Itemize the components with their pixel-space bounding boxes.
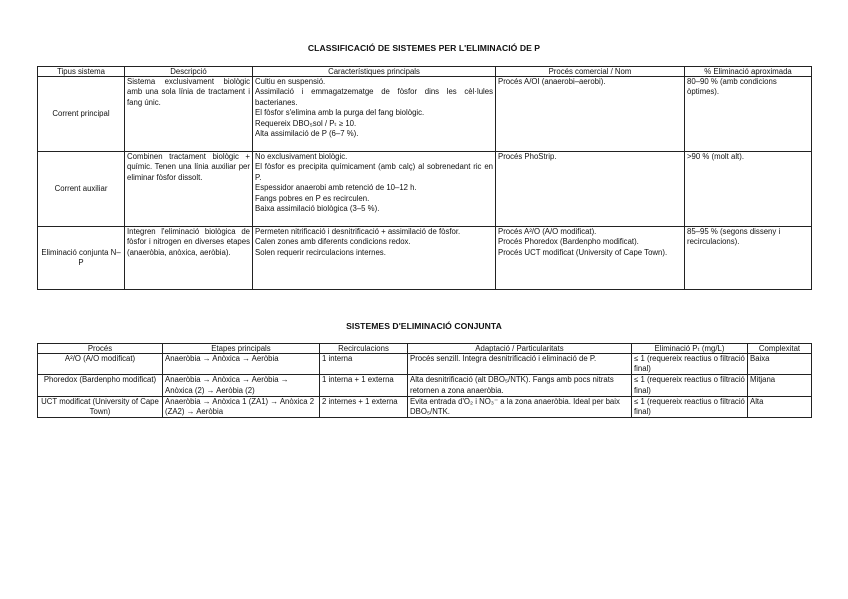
stages-cell: Anaeròbia → Anòxica → Aeròbia <box>163 354 320 375</box>
table-row <box>38 152 812 227</box>
features-cell <box>253 227 496 290</box>
features-cell <box>253 152 496 227</box>
description-cell: Integren l'eliminació biològica de fòsfor i nitrogen en diverses etapes (anaeròbia, anòxica, aeròbia). <box>125 227 253 290</box>
document-title: CLASSIFICACIÓ DE SISTEMES PER L'ELIMINACIÓ DE P <box>307 43 541 53</box>
table-row <box>38 77 812 152</box>
feature-line: Requereix DBO₅sol / Pₜ ≥ 10. <box>255 118 357 128</box>
header-cell: Procés comercial / Nom <box>496 67 685 77</box>
complexity-cell: Baixa <box>748 354 812 375</box>
removal-cell: ≤ 1 (requereix reactius o filtració final) <box>632 354 748 375</box>
recirculation-cell: 2 internes + 1 externa <box>320 396 408 417</box>
process-name-cell: Phoredox (Bardenpho modificat) <box>38 375 163 396</box>
system-type-cell: Corrent auxiliar <box>38 152 125 227</box>
table-header-row <box>38 344 812 354</box>
header-cell: Característiques principals <box>253 67 496 77</box>
adaptation-cell: Alta desnitrificació (alt DBO₅/NTK). Fangs amb pocs nitrats retornen a zona anaeròbia. <box>408 375 632 396</box>
removal-cell: ≤ 1 (requereix reactius o filtració final) <box>632 396 748 417</box>
table-row <box>38 354 812 375</box>
feature-line: El fòsfor es precipita químicament (amb calç) al sobrenedant ric en P. <box>255 162 493 182</box>
process-line: Procés A/OI (anaerobi–aerobi). <box>498 77 606 86</box>
features-cell <box>253 77 496 152</box>
complexity-cell: Mitjana <box>748 375 812 396</box>
feature-line: Cultiu en suspensió. <box>255 77 326 86</box>
table-row <box>38 227 812 290</box>
process-line: Procés UCT modificat (University of Cape Town). <box>498 247 668 257</box>
description-cell: Combinen tractament biològic + químic. Tenen una línia auxiliar per eliminar fòsfor dissolt. <box>125 152 253 227</box>
header-cell: Procés <box>38 344 163 354</box>
stages-cell: Anaeròbia → Anòxica → Aeròbia → Anòxica (2) → Aeròbia (2) <box>163 375 320 396</box>
complexity-cell: Alta <box>748 396 812 417</box>
system-type-cell: Eliminació conjunta N–P <box>38 227 125 290</box>
removal-cell: 80–90 % (amb condicions òptimes). <box>685 77 812 152</box>
process-line: Procés A²/O (A/O modificat). <box>498 227 597 236</box>
header-cell: Etapes principals <box>163 344 320 354</box>
table-row <box>38 375 812 396</box>
process-cell <box>496 77 685 152</box>
feature-line: Permeten nitrificació i desnitrificació + assimilació de fòsfor. <box>255 227 461 236</box>
process-line: Procés PhoStrip. <box>498 152 557 161</box>
header-cell: Descripció <box>125 67 253 77</box>
header-cell: Recirculacions <box>320 344 408 354</box>
table-row <box>38 396 812 417</box>
system-type-cell: Corrent principal <box>38 77 125 152</box>
header-cell: % Eliminació aproximada <box>685 67 812 77</box>
recirculation-cell: 1 interna + 1 externa <box>320 375 408 396</box>
feature-line: Assimilació i emmagatzematge de fòsfor dins les cèl·lules bacterianes. <box>255 87 493 107</box>
removal-cell: 85–95 % (segons disseny i recirculacions). <box>685 227 812 290</box>
header-cell: Eliminació Pₜ (mg/L) <box>632 344 748 354</box>
feature-line: Calen zones amb diferents condicions redox. <box>255 237 411 247</box>
process-name-cell: A²/O (A/O modificat) <box>38 354 163 375</box>
process-line: Procés Phoredox (Bardenpho modificat). <box>498 237 639 247</box>
adaptation-cell: Procés senzill. Integra desnitrificació i eliminació de P. <box>408 354 632 375</box>
section-title: SISTEMES D'ELIMINACIÓ CONJUNTA <box>346 321 502 331</box>
description-cell: Sistema exclusivament biològic amb una sola línia de tractament i fang únic. <box>125 77 253 152</box>
adaptation-cell: Evita entrada d'O₂ i NO₃⁻ a la zona anaeròbia. Ideal per baix DBO₅/NTK. <box>408 396 632 417</box>
process-name-cell: UCT modificat (University of Cape Town) <box>38 396 163 417</box>
feature-line: El fòsfor s'elimina amb la purga del fang biològic. <box>255 108 425 118</box>
header-cell: Complexitat <box>748 344 812 354</box>
header-cell: Adaptació / Particularitats <box>408 344 632 354</box>
joint-removal-table <box>37 343 812 418</box>
removal-cell: ≤ 1 (requereix reactius o filtració final) <box>632 375 748 396</box>
feature-line: Fangs pobres en P es recirculen. <box>255 193 370 203</box>
feature-line: No exclusivament biològic. <box>255 152 348 161</box>
feature-line: Alta assimilació de P (6–7 %). <box>255 129 359 139</box>
recirculation-cell: 1 interna <box>320 354 408 375</box>
feature-line: Espessidor anaerobi amb retenció de 10–12 h. <box>255 183 417 193</box>
header-cell: Tipus sistema <box>38 67 125 77</box>
feature-line: Baixa assimilació biològica (3–5 %). <box>255 204 380 214</box>
classification-table <box>37 66 812 290</box>
process-cell <box>496 227 685 290</box>
table-header-row <box>38 67 812 77</box>
feature-line: Solen requerir recirculacions internes. <box>255 247 386 257</box>
removal-cell: >90 % (molt alt). <box>685 152 812 227</box>
stages-cell: Anaeròbia → Anòxica 1 (ZA1) → Anòxica 2 (ZA2) → Aeròbia <box>163 396 320 417</box>
process-cell <box>496 152 685 227</box>
